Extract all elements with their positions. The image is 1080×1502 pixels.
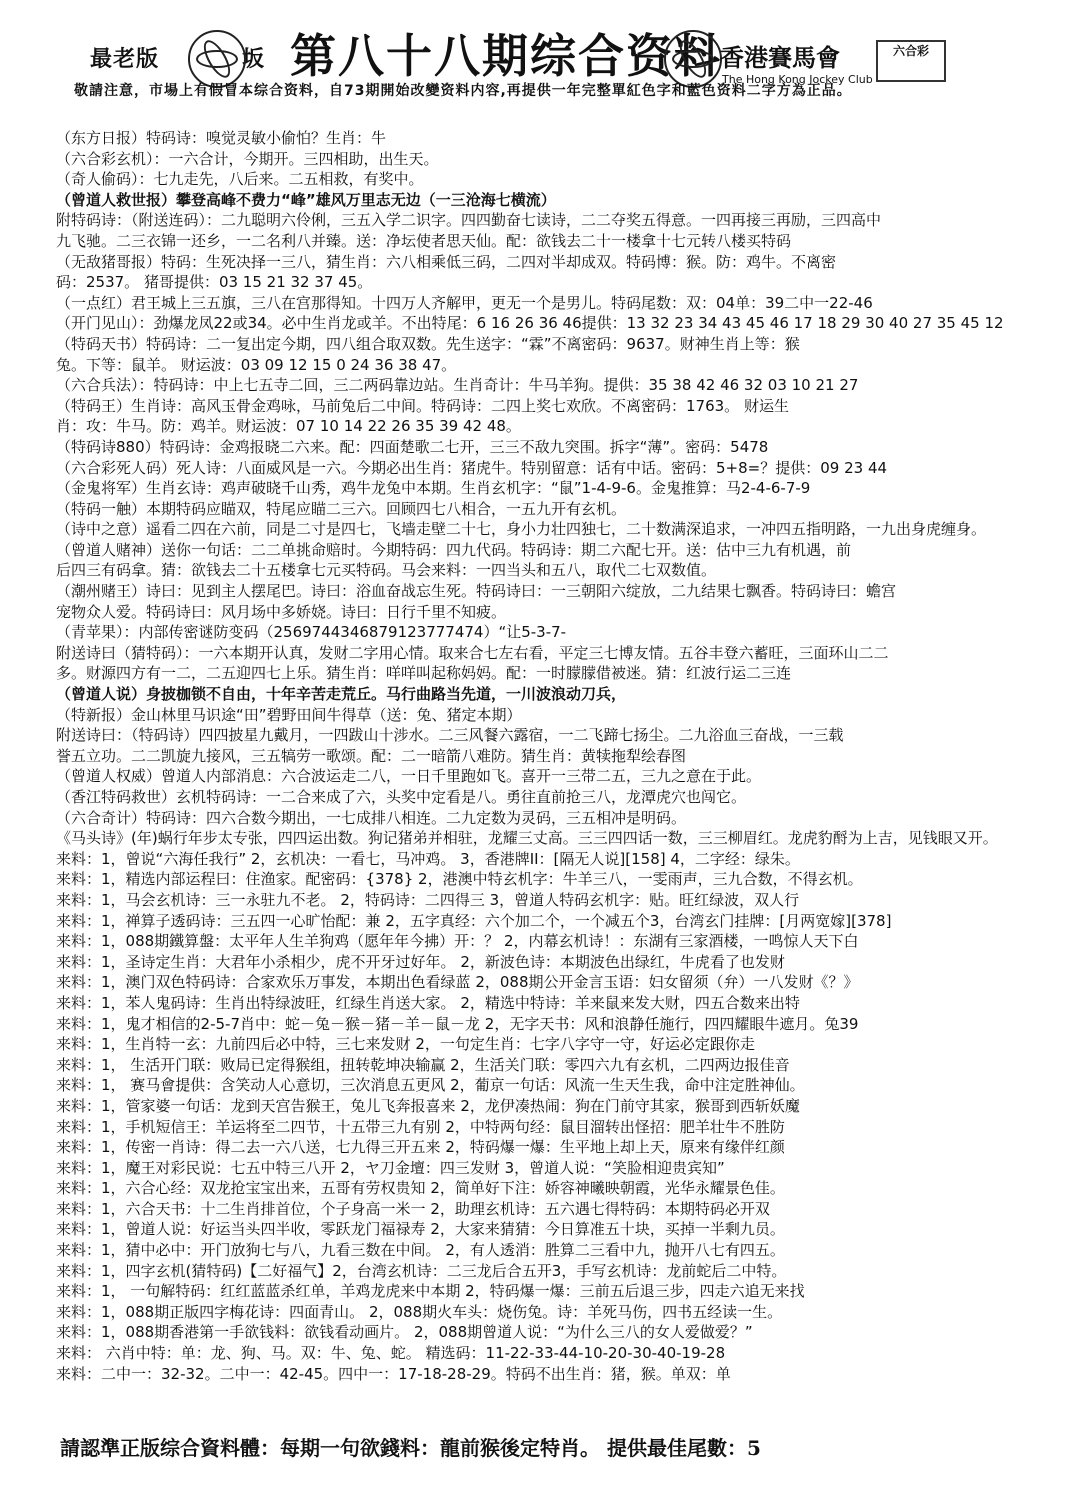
text-line: 来料：1，生肖特一玄：九前四后必中特，三七来发财 2，一句定生肖：七字八字守一守，好运必定跟你走 (56, 1035, 755, 1054)
brand-suffix: 坂 (242, 47, 266, 72)
text-line: 来料：1， 一句解特码：红红蓝蓝杀红单，羊鸡龙虎来中本期 2，特码爆一爆：三前五后退三步，四走六追无来找 (56, 1282, 805, 1301)
text-line: （香江特码救世）玄机特码诗：一二合来成了六，头奖中定看是八。勇往直前抢三八，龙潭虎穴也闯它。 (56, 788, 747, 806)
text-line: （特码天书）特码诗：二一复出定今期，四八组合取双数。先生送字：“霖”不离密码：9637。财神生肖上等：猴 (56, 334, 800, 353)
text-line: 附送诗曰：（特码诗）四四披星九戴月，一四跋山十涉水。二三风餐六露宿，一二飞蹄七扬尘。二九浴血三奋战，一三载 (56, 726, 844, 745)
text-line: 来料：1，禅算子透码诗：三五四一心旷怡配：兼 2，五字真经：六个加二个，一个减五个3，台湾玄门挂牌：[月两宽嫁][378] (56, 911, 892, 930)
text-line: 宠物众人爱。特码诗曰：风月场中多娇娆。诗曰：日行千里不知疲。 (56, 602, 507, 621)
page-title: 第八十八期综合资料 (290, 29, 722, 83)
hkjc-name-en: The Hong Kong Jockey Club (722, 73, 873, 86)
text-line: （一点红）君王城上三五旗，三八在宫那得知。十四万人齐解甲，更无一个是男儿。特码尾数：双：04单：39二中一22-46 (56, 293, 873, 312)
text-line: 来料：1，088期香港第一手欲钱料：欲钱看动画片。 2，088期曾道人说：“为什么三八的女人爱做爱？” (56, 1323, 753, 1342)
text-line: 码：2537。 猪哥提供：03 15 21 32 37 45。 (56, 273, 373, 292)
text-line: 《马头诗》(年)蜗行年步太专张，四四运出数。狗记猪弟并相驻，龙耀三丈高。三三四四话一数，三三柳眉红。龙虎豹酹为上吉，见钱眼又开。 (56, 829, 998, 848)
text-line: 来料：1，圣诗定生肖：大君年小杀相少，虎不开牙过好年。 2，新波色诗：本期波色出绿红，牛虎看了也发财 (56, 952, 785, 971)
hkjc-logo (720, 38, 873, 86)
text-line: （曾道人赌神）送你一句话：二二单挑命赔时。今期特码：四九代码。特码诗：期二六配七开。送：估中三九有机遇，前 (56, 540, 852, 559)
text-line: 来料：1，088期鐵算盤：太平年人生羊狗鸡（愿年年今拂）开：？ 2，内幕玄机诗！：东湖有三家酒楼，一鸣惊人天下白 (56, 932, 859, 951)
text-line: 来料：1，澳门双色特码诗：合家欢乐万事发，本期出色看绿蓝 2，088期公开金言玉语：妇女留须（弁）一八发财《？》 (56, 973, 859, 992)
text-line: （特码王）生肖诗：高风玉骨金鸡咏，马前兔后二中间。特码诗：二四上奖七欢欣。不离密码：1763。 财运生 (56, 396, 789, 415)
text-line: （特新报）金山林里马识途“田”碧野田间牛得草（送：兔、猪定本期） (56, 705, 522, 724)
text-line: （六合彩玄机）：一六合计，今期开。三四相助，出生天。 (56, 149, 439, 168)
text-line: （六合彩死人码）死人诗：八面威风是一六。今期必出生肖：猪虎牛。特别留意：话有中话。密码：5+8=？提供：09 23 44 (56, 458, 888, 477)
text-line: 来料： 六肖中特：单：龙、狗、马。双：牛、兔、蛇。 精选码：11-22-33-44-10-20-30-40-19-28 (56, 1344, 726, 1363)
text-line: 九飞驰。二三衣锦一还乡，一二名利八并臻。送：净坛使者思天仙。配：欲钱去二十一楼拿十七元转八楼买特码 (56, 231, 792, 250)
text-line: 来料：1，六合心经：双龙抢宝宝出来，五哥有劳权贵知 2，简单好下注：娇容神曦映朝霞，光华永耀景色佳。 (56, 1179, 785, 1198)
text-line: （特码诗880）特码诗：金鸡报晓二六来。配：四面楚歌二七开，三三不敌九突围。拆字“薄”。密码：5478 (56, 437, 769, 456)
notice-text: 敬請注意，市場上有假冒本综合资料，自73期開始改變资料内容,再提供一年完整單紅色字和藍色资料二字方為正品。 (74, 83, 852, 99)
footer-text: 請認準正版综合資料體：每期一句欲錢料：龍前猴後定特肖。 提供最佳尾數：5 (60, 1436, 761, 1460)
text-line: 来料：1， 赛马會提供：含笑动人心意切，三次消息五更风 2，葡京一句话：风流一生天生我，命中注定胜神仙。 (56, 1076, 805, 1095)
text-line: （六合兵法）：特码诗：中上七五寺二回，三二两码靠边站。生肖奇计：牛马羊狗。提供：35 38 42 46 32 03 10 21 27 (56, 376, 859, 395)
brand-label: 最老版 (90, 47, 160, 72)
text-line: （诗中之意）遥看二四在六前，同是二寸是四七，飞墙走壁二十七，身小力壮四独七，二十数满深追求，一冲四五指明路，一九出身虎缠身。 (56, 520, 987, 539)
text-line: （曾道人救世报）攀登高峰不费力“峰”雄风万里志无边（一三沧海七横流） (56, 190, 556, 209)
text-line: 来料：二中一：32-32。二中一：42-45。四中一：17-18-28-29。特码不出生肖：猪，猴。单双：单 (56, 1364, 731, 1383)
text-line: （东方日报）特码诗：嗅觉灵敏小偷怕？生肖：牛 (56, 129, 387, 147)
text-line: 来料：1， 生活开门联：败局已定得猴组，扭转乾坤决输赢 2，生活关门联：零四六九有玄机，二四两边报佳音 (56, 1055, 790, 1074)
text-line: 誉五立功。二二凯旋九接风，三五犒劳一歌颂。配：二一暗箭八难防。猜生肖：黄犊拖犁绘春图 (56, 746, 687, 765)
text-line: 来料：1，马会玄机诗：三一永驻九不老。 2，特码诗：二四得三 3，曾道人特码玄机字：贴。旺红绿波，双人行 (56, 890, 800, 909)
text-line: 肖：攻：牛马。防：鸡羊。财运波：07 10 14 22 26 35 39 42 48。 (56, 417, 521, 436)
text-line: （奇人偷码）：七九走先，八后来。二五相救，有奖中。 (56, 170, 424, 189)
text-line: 来料：1，苯人鬼码诗：生肖出特绿波旺，红绿生肖送大家。 2，精选中特诗：羊来鼠来发大财，四五合数来出特 (56, 993, 800, 1012)
text-line: 来料：1，魔王对彩民说：七五中特三八开 2，ヤ刀金壇：四三发财 3，曾道人说：“笑脸相迎贵宾知” (56, 1158, 725, 1177)
text-line: 来料：1，传密一肖诗：得二去一六八送，七九得三开五来 2，特码爆一爆：生平地上却上天，原来有缘伴红颜 (56, 1138, 785, 1157)
text-line: 来料：1，曾道人说：好运当头四半收，零跃龙门福禄寿 2，大家来猜猜：今日算准五十块，买掉一半剩九员。 (56, 1220, 785, 1239)
hkjc-name-zh: 香港賽馬會 (720, 44, 840, 72)
text-line: （潮州赌王）诗曰：见到主人摆尾巴。诗曰：浴血奋战忘生死。特码诗曰：一三朝阳六绽放，二九结果七飘香。特码诗曰：蟾宫 (56, 582, 897, 601)
text-line: （青苹果）：内部传密谜防变码（2569744346879123777474）“让5-3-7- (56, 623, 567, 642)
text-line: 多。财源四方有一二，二五迎四七上乐。猜生肖：咩咩叫起称妈妈。配：一时朦朦借被迷。猜：红波行运二三连 (56, 664, 792, 683)
text-line: （曾道人权威）曾道人内部消息：六合波运走二八，一日千里跑如飞。喜开一三带二五，三九之意在于此。 (56, 767, 762, 786)
text-line: （无敌猪哥报）特码：生死决择一三八，猜生肖：六八相乘低三码，二四对半却成双。特码博：猴。防：鸡牛。不离密 (56, 252, 837, 271)
text-line: 来料：1，精选内部运程曰：住渔家。配密码：{378} 2，港澳中特玄机字：牛羊三八，一雯雨声，三九合数，不得玄机。 (56, 870, 863, 889)
text-line: （曾道人说）身披枷锁不自由，十年辛苦走荒丘。马行曲路当先道，一川波浪动刀兵， (56, 685, 627, 704)
text-line: 来料：1，猜中必中：开门放狗七与八，九看三数在中间。 2，有人透消：胜算二三看中九，抛开八七有四五。 (56, 1241, 785, 1260)
text-line: （特码一触）本期特码应瞄双，特尾应瞄二三六。回顾四七八相合，一五九开有玄机。 (56, 499, 627, 518)
text-line: 来料：1，四字玄机(猜特码)【二好福气】2，台湾玄机诗：二三龙后合五开3，手写玄机诗：龙前蛇后二中特。 (56, 1261, 787, 1280)
text-line: （六合奇计）特码诗：四六合数今期出，一七成排八相连。二九定数为灵码，三五相冲是明码。 (56, 808, 687, 827)
text-line: 来料：1，手机短信王：羊运将至二四节，十五带三九有别 2，中特两句经：鼠目溜转出怪招：肥羊壮牛不胜防 (56, 1117, 785, 1136)
text-line: 附特码诗：（附送连码）：二九聪明六伶俐，三五入学二识字。四四勤奋七读诗，二二夺奖五得意。一四再接三再励，三四高中 (56, 211, 882, 230)
text-line: 附送诗曰（猜特码）：一六本期开认真，发财二字用心情。取来合七左右看，平定三七博友情。五谷丰登六蓄旺，三面环山二二 (56, 643, 889, 662)
mark-six-logo: 六合彩 (876, 40, 946, 82)
header (0, 0, 1080, 105)
text-line: 兔。下等：鼠羊。 财运波：03 09 12 15 0 24 36 38 47。 (56, 355, 457, 374)
text-line: （金鬼将军）生肖玄诗：鸡声破晓千山秀，鸡牛龙兔中本期。生肖玄机字：“鼠”1-4-9-6。金鬼推算：马2-4-6-7-9 (56, 479, 811, 498)
text-line: 来料：1，088期正版四字梅花诗：四面青山。 2，088期火车头：烧伤兔。诗：羊死马伤，四书五经读一生。 (56, 1302, 783, 1321)
text-line: 来料：1，曾说“六海任我行” 2，玄机决：一看七，马冲鸡。 3，香港牌II：[隔无人说][158] 4，二字经：绿朱。 (56, 849, 800, 868)
text-line: 后四三有码拿。猜：欲钱去二十五楼拿七元买特码。马会来料：一四当头和五八，取代二七双数值。 (56, 561, 717, 580)
content-body (56, 128, 1024, 1384)
text-line: 来料：1，管家婆一句话：龙到天宫告猴王，兔儿飞奔报喜来 2，龙伊凑热闹：狗在门前守其家，猴哥到西斩妖魔 (56, 1096, 800, 1115)
text-line: 来料：1，鬼才相信的2-5-7肖中：蛇－兔－猴－猪－羊－鼠－龙 2，无字天书：风和浪静任施行，四四耀眼牛遮月。兔39 (56, 1014, 859, 1033)
brand-left (90, 42, 266, 73)
text-line: （开门见山）：劲爆龙凤22或34。必中生肖龙或羊。不出特尾：6 16 26 36 46提供：13 32 23 34 43 45 46 17 18 29 30 40 27 35 45 12 (56, 314, 1004, 333)
text-line: 来料：1，六合天书：十二生肖排首位，个子身高一米一 2，助理玄机诗：五六遇七得特码：本期特码必开双 (56, 1199, 770, 1218)
